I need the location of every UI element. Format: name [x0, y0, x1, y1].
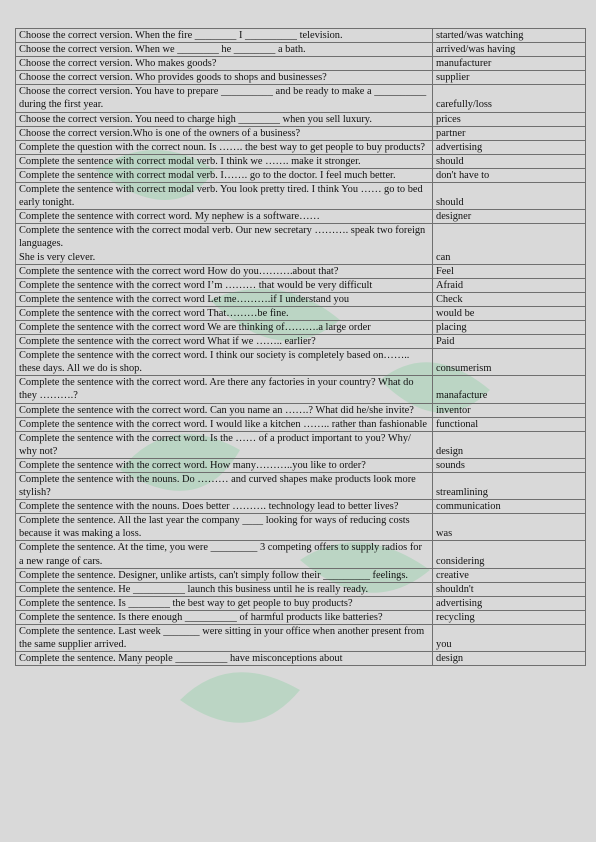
- table-row: [16, 417, 586, 431]
- table-row: [16, 320, 586, 334]
- answer-cell: design: [433, 431, 586, 458]
- question-cell: Choose the correct version. When we ________ he ________ a bath.: [16, 43, 433, 57]
- table-row: [16, 264, 586, 278]
- answer-cell: started/was watching: [433, 29, 586, 43]
- table-row: [16, 278, 586, 292]
- table-row: [16, 168, 586, 182]
- table-row: [16, 154, 586, 168]
- answer-cell: recycling: [433, 610, 586, 624]
- question-cell: Complete the sentence with the correct word. Can you name an …….? What did he/she invite?: [16, 403, 433, 417]
- answer-cell: you: [433, 625, 586, 652]
- table-row: [16, 652, 586, 666]
- answer-cell: creative: [433, 568, 586, 582]
- question-cell: Complete the sentence with the correct word I’m ……… that would be very difficult: [16, 278, 433, 292]
- answer-cell: should: [433, 154, 586, 168]
- question-cell: Choose the correct version. You have to prepare __________ and be ready to make a __________ during the first year.: [16, 85, 433, 112]
- table-row: [16, 43, 586, 57]
- answer-cell: carefully/loss: [433, 85, 586, 112]
- table-row: [16, 29, 586, 43]
- answer-cell: designer: [433, 210, 586, 224]
- question-cell: Complete the sentence with the nouns. Does better ………. technology lead to better lives?: [16, 500, 433, 514]
- question-cell: Choose the correct version. Who makes goods?: [16, 57, 433, 71]
- question-cell: Choose the correct version. Who provides goods to shops and businesses?: [16, 71, 433, 85]
- question-cell: Complete the sentence with the correct word Let me……….if I understand you: [16, 292, 433, 306]
- question-cell: Complete the sentence with the correct word That………be fine.: [16, 306, 433, 320]
- question-cell: Complete the sentence with the correct modal verb. Our new secretary ………. speak two foreign languages. She is very clever.: [16, 224, 433, 264]
- question-cell: Choose the correct version. You need to charge high ________ when you sell luxury.: [16, 112, 433, 126]
- answer-cell: Paid: [433, 335, 586, 349]
- answer-cell: Check: [433, 292, 586, 306]
- table-row: [16, 514, 586, 541]
- question-cell: Choose the correct version. When the fire ________ I __________ television.: [16, 29, 433, 43]
- answer-cell: consumerism: [433, 349, 586, 376]
- question-cell: Complete the sentence with the correct word How do you……….about that?: [16, 264, 433, 278]
- table-row: [16, 610, 586, 624]
- table-row: [16, 625, 586, 652]
- answer-cell: streamlining: [433, 473, 586, 500]
- answer-cell: advertising: [433, 140, 586, 154]
- table-row: [16, 596, 586, 610]
- answer-cell: Afraid: [433, 278, 586, 292]
- question-cell: Complete the sentence. All the last year the company ____ looking for ways of reducing costs because it was making a loss.: [16, 514, 433, 541]
- question-cell: Complete the sentence with correct modal verb. I think we ……. make it stronger.: [16, 154, 433, 168]
- answer-cell: design: [433, 652, 586, 666]
- table-row: [16, 568, 586, 582]
- answer-cell: can: [433, 224, 586, 264]
- question-cell: Complete the sentence. Many people __________ have misconceptions about: [16, 652, 433, 666]
- document-page: [15, 28, 583, 666]
- answer-cell: shouldn't: [433, 582, 586, 596]
- question-cell: Complete the question with the correct noun. Is ……. the best way to get people to buy products?: [16, 140, 433, 154]
- question-cell: Complete the sentence with the correct word What if we …….. earlier?: [16, 335, 433, 349]
- answer-cell: functional: [433, 417, 586, 431]
- question-cell: Choose the correct version.Who is one of the owners of a business?: [16, 126, 433, 140]
- answer-cell: inventor: [433, 403, 586, 417]
- question-cell: Complete the sentence. Designer, unlike artists, can't simply follow their _________ feelings.: [16, 568, 433, 582]
- question-cell: Complete the sentence with the correct word. Is the …… of a product important to you? Why/ why not?: [16, 431, 433, 458]
- table-row: [16, 85, 586, 112]
- question-cell: Complete the sentence with the correct word. Are there any factories in your country? What do they ……….?: [16, 376, 433, 403]
- table-row: [16, 292, 586, 306]
- answer-cell: sounds: [433, 458, 586, 472]
- question-cell: Complete the sentence with the correct word. I think our society is completely based on…….. these days. All we do is shop.: [16, 349, 433, 376]
- table-row: [16, 541, 586, 568]
- table-row: [16, 183, 586, 210]
- table-row: [16, 431, 586, 458]
- table-row: [16, 57, 586, 71]
- table-row: [16, 376, 586, 403]
- question-cell: Complete the sentence with the correct word. I would like a kitchen …….. rather than fashionable: [16, 417, 433, 431]
- question-cell: Complete the sentence. Is ________ the best way to get people to buy products?: [16, 596, 433, 610]
- question-cell: Complete the sentence with the nouns. Do ……… and curved shapes make products look more stylish?: [16, 473, 433, 500]
- table-row: [16, 71, 586, 85]
- table-row: [16, 500, 586, 514]
- answer-cell: considering: [433, 541, 586, 568]
- question-cell: Complete the sentence. Is there enough __________ of harmful products like batteries?: [16, 610, 433, 624]
- answer-cell: was: [433, 514, 586, 541]
- answer-cell: Feel: [433, 264, 586, 278]
- answer-cell: supplier: [433, 71, 586, 85]
- table-row: [16, 349, 586, 376]
- table-row: [16, 335, 586, 349]
- table-row: [16, 126, 586, 140]
- question-cell: Complete the sentence with correct modal verb. I……. go to the doctor. I feel much better.: [16, 168, 433, 182]
- question-cell: Complete the sentence. He __________ launch this business until he is really ready.: [16, 582, 433, 596]
- table-row: [16, 140, 586, 154]
- table-row: [16, 112, 586, 126]
- answer-cell: placing: [433, 320, 586, 334]
- table-row: [16, 210, 586, 224]
- question-cell: Complete the sentence with correct modal verb. You look pretty tired. I think You …… go to bed early tonight.: [16, 183, 433, 210]
- answer-cell: manafacture: [433, 376, 586, 403]
- answer-cell: should: [433, 183, 586, 210]
- table-row: [16, 458, 586, 472]
- answer-cell: prices: [433, 112, 586, 126]
- table-row: [16, 224, 586, 264]
- table-row: [16, 306, 586, 320]
- answer-cell: partner: [433, 126, 586, 140]
- question-cell: Complete the sentence with correct word. My nephew is a software……: [16, 210, 433, 224]
- answer-cell: arrived/was having: [433, 43, 586, 57]
- answer-cell: don't have to: [433, 168, 586, 182]
- answer-cell: manufacturer: [433, 57, 586, 71]
- question-cell: Complete the sentence with the correct word We are thinking of……….a large order: [16, 320, 433, 334]
- table-row: [16, 403, 586, 417]
- question-cell: Complete the sentence. Last week _______ were sitting in your office when another present from the same supplier arrived.: [16, 625, 433, 652]
- question-cell: Complete the sentence with the correct word. How many………..you like to order?: [16, 458, 433, 472]
- table-row: [16, 473, 586, 500]
- question-cell: Complete the sentence. At the time, you were _________ 3 competing offers to supply radios for a new range of cars.: [16, 541, 433, 568]
- answer-cell: communication: [433, 500, 586, 514]
- answer-cell: would be: [433, 306, 586, 320]
- questions-table: [15, 28, 586, 666]
- answer-cell: advertising: [433, 596, 586, 610]
- table-row: [16, 582, 586, 596]
